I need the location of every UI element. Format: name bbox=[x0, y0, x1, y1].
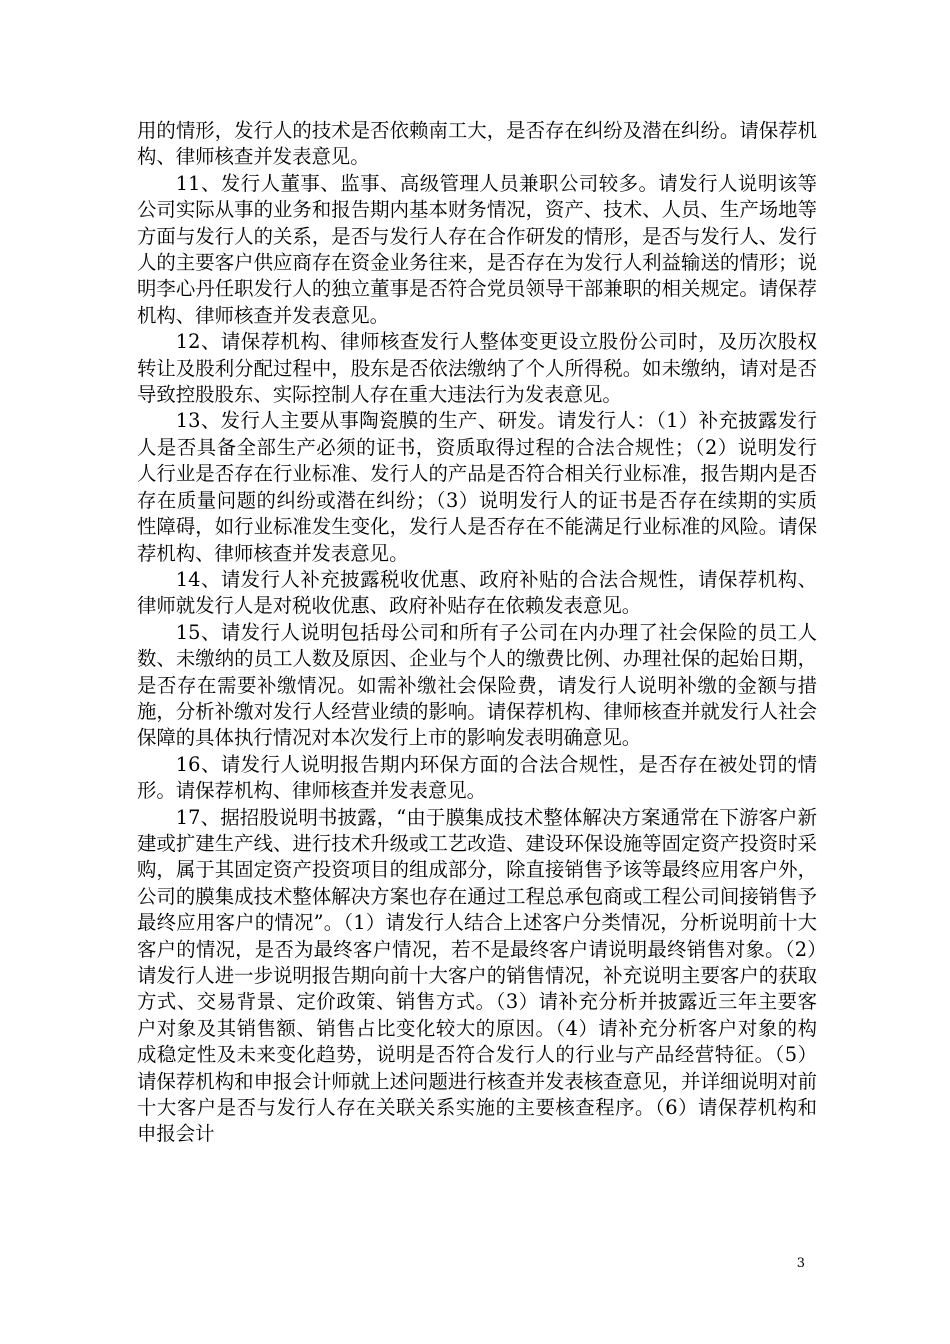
paragraph-item-17: 17、据招股说明书披露，“由于膜集成技术整体解决方案通常在下游客户新建或扩建生产线、进行技术升级或工艺改造、建设环保设施等固定资产投资时采购，属于其固定资产投资项目的组成部分，除直接销售予该等最终应用客户外，公司的膜集成技术整体解决方案也存在通过工程总承包商或工程公司间接销售予最终应用客户的情况”。（1）请发行人结合上述客户分类情况，分析说明前十大客户的情况，是否为最终客户情况，若不是最终客户请说明最终销售对象。（2）请发行人进一步说明报告期向前十大客户的销售情况，补充说明主要客户的获取方式、交易背景、定价政策、销售方式。（3）请补充分析并披露近三年主要客户对象及其销售额、销售占比变化较大的原因。（4）请补充分析客户对象的构成稳定性及未来变化趋势，说明是否符合发行人的行业与产品经营特征。（5）请保荐机构和申报会计师就上述问题进行核查并发表核查意见，并详细说明对前十大客户是否与发行人存在关联关系实施的主要核查程序。（6）请保荐机构和申报会计 bbox=[137, 805, 817, 1146]
paragraph-item-13: 13、发行人主要从事陶瓷膜的生产、研发。请发行人：（1）补充披露发行人是否具备全部生产必须的证书，资质取得过程的合法合规性；（2）说明发行人行业是否存在行业标准、发行人的产品是否符合相关行业标准，报告期内是否存在质量问题的纠纷或潜在纠纷；（3）说明发行人的证书是否存在续期的实质性障碍，如行业标准发生变化，发行人是否存在不能满足行业标准的风险。请保荐机构、律师核查并发表意见。 bbox=[137, 409, 817, 565]
paragraph-item-16: 16、请发行人说明报告期内环保方面的合法合规性，是否存在被处罚的情形。请保荐机构、律师核查并发表意见。 bbox=[137, 752, 817, 803]
page-number: 3 bbox=[796, 1256, 805, 1271]
document-body bbox=[137, 118, 817, 1148]
paragraph-item-14: 14、请发行人补充披露税收优惠、政府补贴的合法合规性，请保荐机构、律师就发行人是对税收优惠、政府补贴存在依赖发表意见。 bbox=[137, 567, 817, 618]
paragraph-item-12: 12、请保荐机构、律师核查发行人整体变更设立股份公司时，及历次股权转让及股利分配过程中，股东是否依法缴纳了个人所得税。如未缴纳，请对是否导致控股股东、实际控制人存在重大违法行为发表意见。 bbox=[137, 330, 817, 407]
paragraph-item-11: 11、发行人董事、监事、高级管理人员兼职公司较多。请发行人说明该等公司实际从事的业务和报告期内基本财务情况，资产、技术、人员、生产场地等方面与发行人的关系，是否与发行人存在合作研发的情形，是否与发行人、发行人的主要客户供应商存在资金业务往来，是否存在为发行人利益输送的情形；说明李心丹任职发行人的独立董事是否符合党员领导干部兼职的相关规定。请保荐机构、律师核查并发表意见。 bbox=[137, 171, 817, 327]
paragraph-item-15: 15、请发行人说明包括母公司和所有子公司在内办理了社会保险的员工人数、未缴纳的员工人数及原因、企业与个人的缴费比例、办理社保的起始日期，是否存在需要补缴情况。如需补缴社会保险费，请发行人说明补缴的金额与措施，分析补缴对发行人经营业绩的影响。请保荐机构、律师核查并就发行人社会保障的具体执行情况对本次发行上市的影响发表明确意见。 bbox=[137, 620, 817, 750]
paragraph-continued: 用的情形，发行人的技术是否依赖南工大，是否存在纠纷及潜在纠纷。请保荐机构、律师核查并发表意见。 bbox=[137, 119, 817, 169]
